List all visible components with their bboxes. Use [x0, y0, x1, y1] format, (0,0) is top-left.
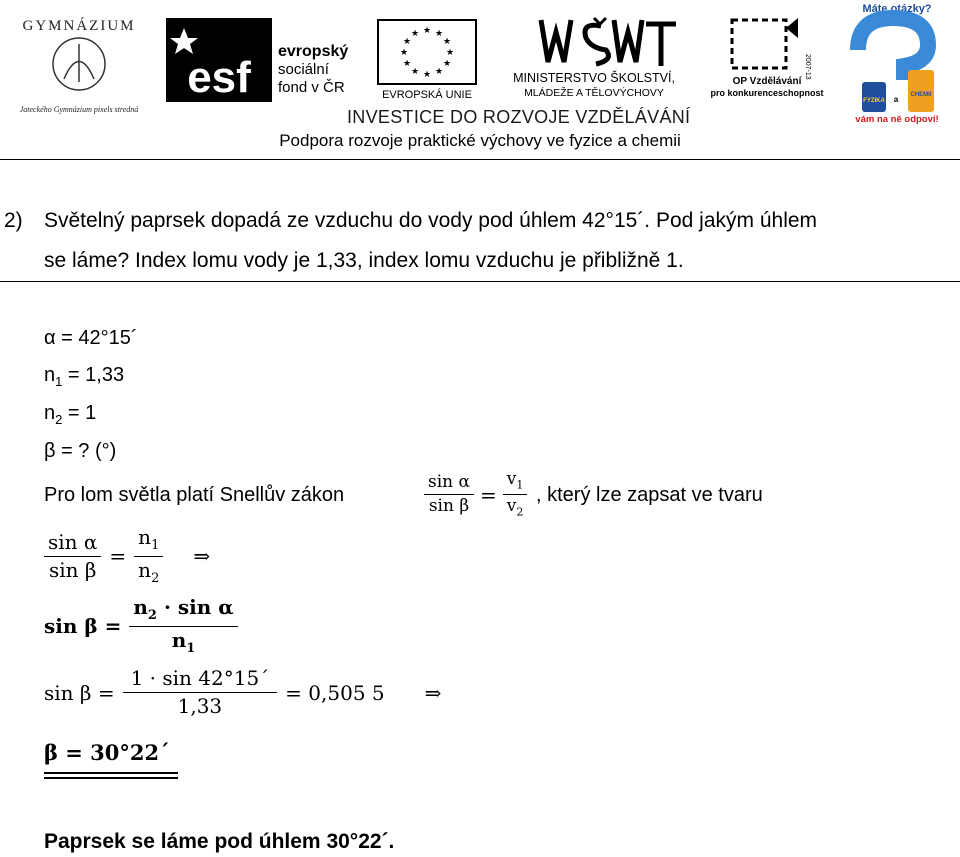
given-beta: β = ? (°)	[44, 440, 117, 462]
given-n2-value: = 1	[62, 402, 97, 424]
svg-text:★: ★	[442, 37, 452, 47]
eu-label: EVROPSKÁ UNIE	[382, 89, 472, 101]
esf-big: esf	[187, 53, 251, 102]
equation-sin-beta	[44, 596, 238, 657]
eq1-n-num: $n_1$	[134, 526, 163, 557]
given-n1	[44, 364, 124, 389]
given-n1-value: = 1,33	[62, 364, 125, 386]
eq2-fraction	[129, 596, 237, 657]
questions-bottom: vám na ně odpoví!	[855, 114, 939, 125]
divider-problem	[0, 281, 960, 282]
snell-law-equation	[424, 470, 527, 519]
eq3-fraction	[123, 667, 278, 718]
msmt-line2: MLÁDEŽE A TĚLOVÝCHOVY	[524, 87, 664, 99]
project-subtitle: Podpora rozvoje praktické výchovy ve fyzice a chemii	[279, 131, 681, 150]
gymnazium-title: GYMNÁZIUM	[22, 18, 136, 34]
eq1-implies-arrow: ⇒	[193, 544, 211, 569]
questions-right-flask: CHEMII	[910, 92, 932, 98]
op-years: 2007-13	[804, 54, 811, 80]
eq3-implies-arrow: ⇒	[424, 680, 442, 705]
snell-sin-fraction	[424, 473, 474, 517]
problem-line2: se láme? Index lomu vody je 1,33, index lomu vzduchu je přibližně 1.	[44, 249, 684, 272]
eq1-sin-fraction	[44, 531, 101, 582]
given-n2	[44, 402, 96, 427]
svg-text:★: ★	[410, 67, 420, 77]
equation-numeric	[44, 667, 441, 718]
op-line1: OP Vzdělávání	[732, 76, 802, 87]
snell-eq: =	[480, 482, 497, 507]
eq3-den: 1,33	[177, 694, 223, 718]
eu-logo	[368, 18, 486, 102]
problem-number: 2)	[4, 209, 23, 232]
op-line2: pro konkurenceschopnost	[710, 88, 824, 98]
esf-line1: evropský	[278, 43, 349, 60]
eq2-lhs: sin β =	[44, 614, 122, 639]
snell-v-den: $v_2$	[506, 496, 524, 519]
svg-text:★: ★	[434, 29, 444, 39]
solution-intro: Pro lom světla platí Snellův zákon	[44, 484, 345, 506]
snell-sin-num: sin α	[424, 473, 474, 496]
given-n2-label: n	[44, 402, 56, 424]
given-n1-label: n	[44, 364, 56, 386]
snell-v-num: $v_1$	[503, 470, 528, 495]
eq3-num: 1 · sin 42°15´	[123, 667, 278, 693]
result-underline-1	[44, 772, 178, 774]
questions-and: a	[893, 95, 899, 104]
esf-line3: fond v ČR	[278, 79, 345, 96]
msmt-logo	[496, 12, 692, 102]
svg-text:★: ★	[422, 70, 432, 80]
esf-logo	[166, 18, 366, 102]
svg-text:★: ★	[422, 26, 432, 36]
svg-text:★: ★	[402, 59, 412, 69]
snell-sin-den: sin β	[428, 496, 470, 517]
svg-text:★: ★	[402, 37, 412, 47]
eq2-num: $n_2 \cdot \sin \alpha$	[129, 596, 237, 627]
given-n1-sub: 1	[55, 374, 63, 389]
given-n2-sub: 2	[55, 412, 63, 427]
esf-line2: sociální	[278, 61, 329, 78]
eq3-lhs: sin β =	[44, 680, 115, 705]
eq1-sin-num: sin α	[44, 531, 101, 557]
svg-text:★: ★	[410, 29, 420, 39]
investment-banner: INVESTICE DO ROZVOJE VZDĚLÁVÁNÍ	[347, 107, 691, 127]
snell-v-fraction	[503, 470, 528, 519]
questions-left-flask: FYZIKA	[863, 98, 885, 104]
eq3-rhs: = 0,505 5	[285, 680, 385, 705]
gymnazium-subtitle: Jateckého Gymnázium pixels stredná	[19, 105, 139, 114]
svg-text:★: ★	[399, 48, 409, 58]
questions-logo	[838, 0, 956, 126]
svg-text:★: ★	[434, 67, 444, 77]
solution-intro-tail: , který lze zapsat ve tvaru	[536, 484, 763, 506]
result-underline-2	[44, 777, 178, 779]
eq1-eq: =	[109, 544, 127, 569]
op-logo	[702, 14, 832, 102]
questions-top: Máte otázky?	[862, 3, 932, 15]
equation-ratio	[44, 526, 210, 587]
msmt-line1: MINISTERSTVO ŠKOLSTVÍ,	[513, 71, 675, 85]
divider-top	[0, 159, 960, 160]
eq1-n-den: $n_2$	[138, 557, 160, 586]
result-beta: β = 30°22´	[44, 740, 170, 765]
svg-text:★: ★	[445, 48, 455, 58]
svg-text:★: ★	[442, 59, 452, 69]
given-alpha: α = 42°15´	[44, 327, 138, 349]
eq2-den: $n_1$	[171, 627, 196, 656]
eq1-n-fraction	[134, 526, 163, 587]
answer-sentence: Paprsek se láme pod úhlem 30°22´.	[44, 830, 395, 853]
problem-line1: Světelný paprsek dopadá ze vzduchu do vody pod úhlem 42°15´. Pod jakým úhlem	[44, 209, 818, 232]
eq1-sin-den: sin β	[48, 557, 97, 582]
gymnazium-logo	[4, 4, 154, 122]
